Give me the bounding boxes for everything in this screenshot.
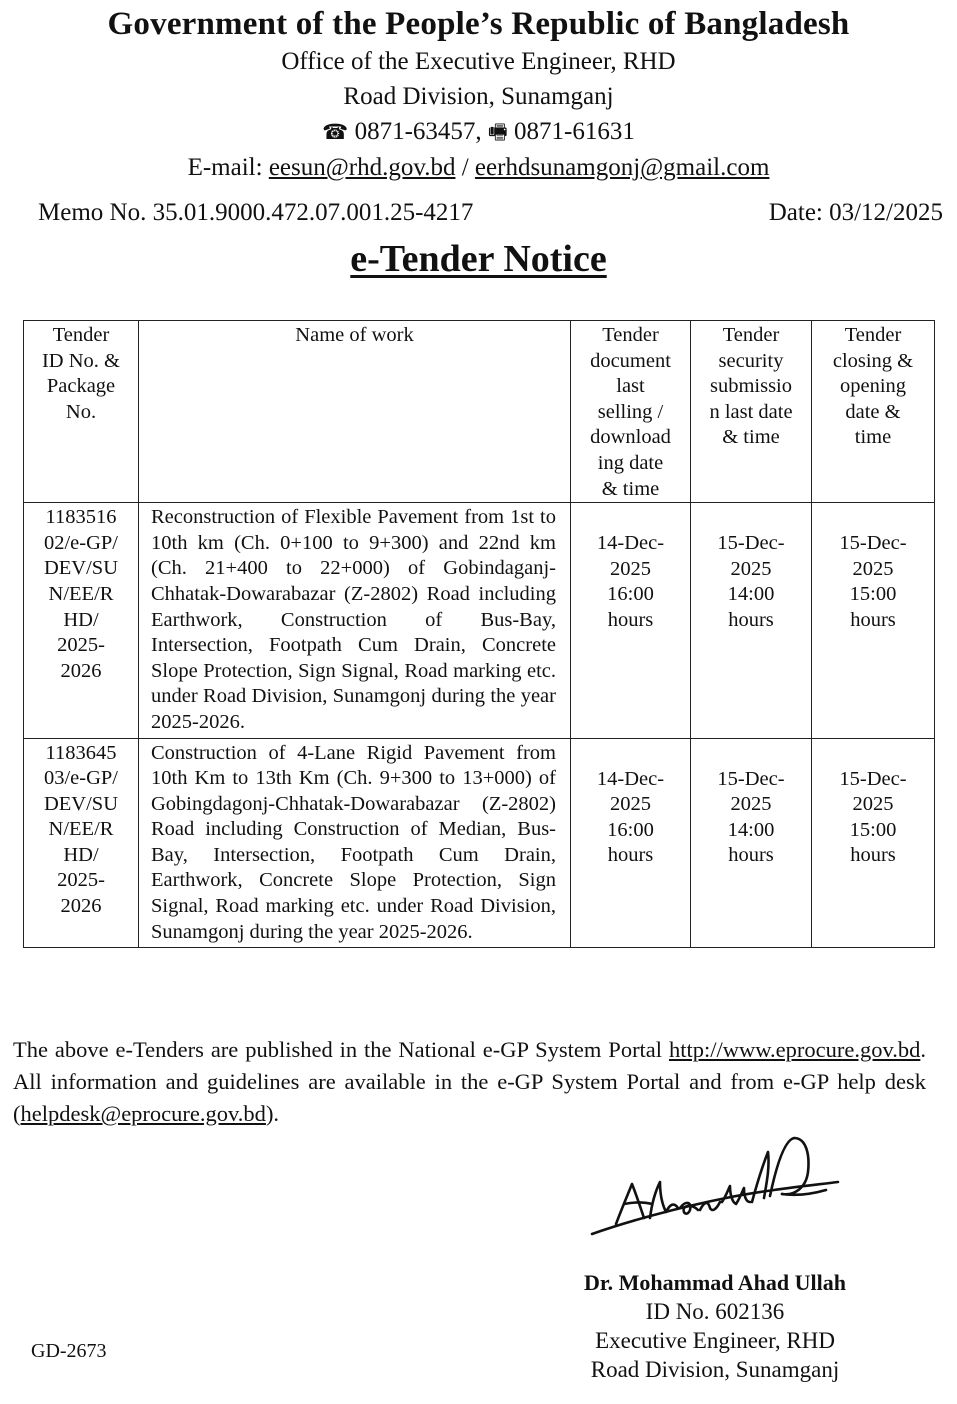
phone-icon: ☎ <box>322 120 349 144</box>
office-name: Office of the Executive Engineer, RHD <box>281 48 676 75</box>
closing-date-cell: 15-Dec- 2025 15:00 hours <box>812 738 935 948</box>
work-description-cell: Construction of 4-Lane Rigid Pavement from 10th Km to 13th Km (Ch. 9+300 to 13+000) of Gobingdagonj-Chhatak-Dowarabazar (Z-2802) Road including Construction of Median, Bus-Bay, Intersection, Footpath Cum Drain, Earthwork, Concrete Slope Protection, Sign Signal, Road marking etc. under Road Division, Sunamgonj during the year 2025-2026. <box>139 738 571 948</box>
security-date-cell: 15-Dec- 2025 14:00 hours <box>691 503 812 738</box>
eprocure-link[interactable]: http://www.eprocure.gov.bd <box>668 1037 921 1062</box>
signatory-office: Road Division, Sunamganj <box>590 1357 840 1382</box>
email-label: E-mail: <box>187 154 269 181</box>
reference-code: GD-2673 <box>31 1340 107 1362</box>
government-title: Government of the People’s Republic of Bangladesh <box>107 6 850 42</box>
table-header-row <box>24 321 935 503</box>
notice-title <box>0 237 957 281</box>
signatory-id: ID No. 602136 <box>645 1299 785 1324</box>
letterhead <box>0 4 957 185</box>
header-document-date: Tender document last selling / download ing date & time <box>571 321 691 503</box>
security-date-cell: 15-Dec- 2025 14:00 hours <box>691 738 812 948</box>
header-security-date: Tender security submissio n last date & time <box>691 321 812 503</box>
memo-date: Date: 03/12/2025 <box>768 199 943 226</box>
table-row <box>24 738 935 948</box>
header-tender-id: Tender ID No. & Package No. <box>24 321 139 503</box>
email-separator: / <box>455 154 475 181</box>
contact-phones <box>0 114 957 150</box>
phone-number: 0871-63457, <box>354 118 482 145</box>
email-link-primary[interactable]: eesun@rhd.gov.bd <box>268 154 456 181</box>
email-link-secondary[interactable]: eerhdsunamgonj@gmail.com <box>474 154 770 181</box>
fax-number: 0871-61631 <box>514 118 635 145</box>
signatory-designation: Executive Engineer, RHD <box>595 1328 835 1353</box>
signatory-name: Dr. Mohammad Ahad Ullah <box>583 1270 846 1295</box>
table-row <box>24 503 935 738</box>
tender-id-cell: 1183645 03/e-GP/ DEV/SU N/EE/R HD/ 2025- 2026 <box>24 738 139 948</box>
fax-icon: 🖷 <box>487 120 508 144</box>
signatory-block <box>560 1268 870 1384</box>
tender-id-cell: 1183516 02/e-GP/ DEV/SU N/EE/R HD/ 2025- 2026 <box>24 503 139 738</box>
contact-email <box>0 150 957 185</box>
document-date-cell: 14-Dec- 2025 16:00 hours <box>571 738 691 948</box>
helpdesk-email-link[interactable]: helpdesk@eprocure.gov.bd <box>20 1101 266 1126</box>
memo-row <box>38 197 943 229</box>
closing-date-cell: 15-Dec- 2025 15:00 hours <box>812 503 935 738</box>
tender-table <box>23 320 935 948</box>
handwritten-signature <box>586 1132 844 1244</box>
notice-title-text: e-Tender Notice <box>350 238 607 280</box>
memo-number: Memo No. 35.01.9000.472.07.001.25-4217 <box>38 199 474 226</box>
header-closing-date: Tender closing & opening date & time <box>812 321 935 503</box>
work-description-cell: Reconstruction of Flexible Pavement from 1st to 10th km (Ch. 0+100 to 9+300) and 22nd km (Ch. 21+400 to 22+000) of Gobindaganj-Chhatak-Dowarabazar (Z-2802) Road including Earthwork, Construction of Bus-Bay, Intersection, Footpath Cum Drain, Concrete Slope Protection, Sign Signal, Road marking etc. under Road Division, Sunamgonj during the year 2025-2026. <box>139 503 571 738</box>
header-name-of-work: Name of work <box>139 321 571 503</box>
division-name: Road Division, Sunamganj <box>343 83 614 110</box>
publication-note: The above e-Tenders are published in the National e-GP System Portal http://www.eprocure.gov.bd. All information and guidelines are available in the e-GP System Portal and from e-GP help desk (helpdesk@eprocure.gov.bd). <box>13 1037 926 1126</box>
document-date-cell: 14-Dec- 2025 16:00 hours <box>571 503 691 738</box>
